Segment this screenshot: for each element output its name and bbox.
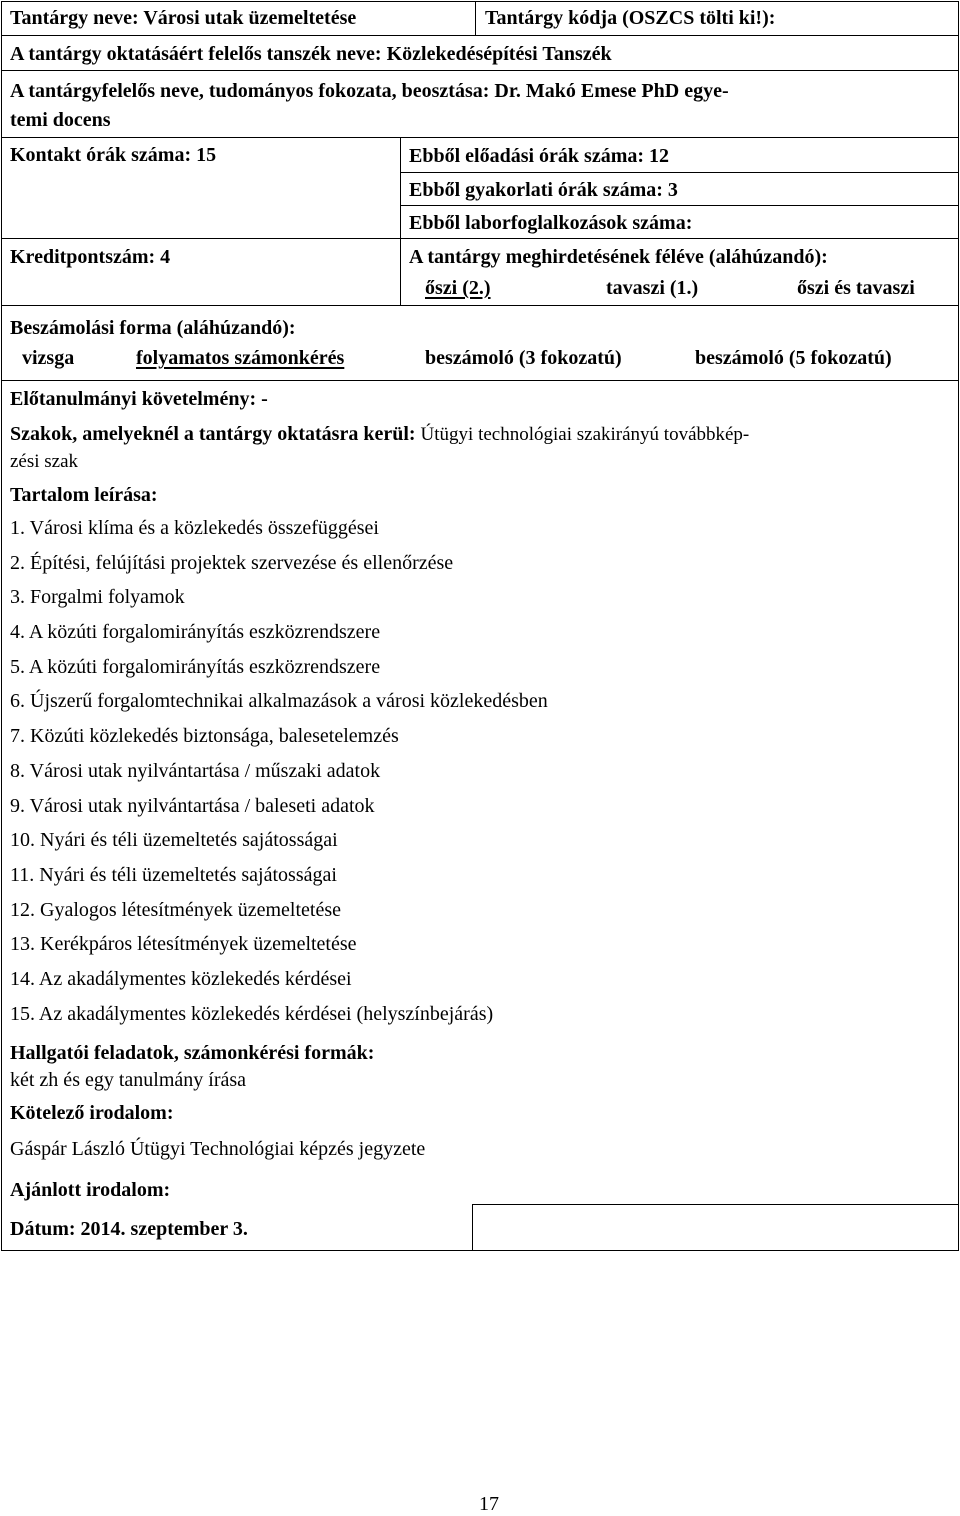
assessment-option-5-grade: beszámoló (5 fokozatú): [695, 347, 892, 369]
list-item: 5. A közúti forgalomirányítás eszközrendszere: [10, 655, 381, 678]
majors-value-line2: zési szak: [10, 451, 79, 472]
required-literature-value: Gáspár László Útügyi Technológiai képzés jegyzete: [10, 1138, 426, 1160]
date: Dátum: 2014. szeptember 3.: [10, 1218, 248, 1240]
assessment-option-3-grade: beszámoló (3 fokozatú): [425, 347, 622, 369]
list-item: 15. Az akadálymentes közlekedés kérdései (helyszínbejárás): [10, 1002, 494, 1025]
list-item: 2. Építési, felújítási projektek szervezése és ellenőrzése: [10, 551, 454, 574]
list-item: 13. Kerékpáros létesítmények üzemeltetése: [10, 933, 357, 956]
list-item: 8. Városi utak nyilvántartása / műszaki adatok: [10, 759, 381, 782]
assessment-option-exam: vizsga: [22, 347, 75, 369]
credits: Kreditpontszám: 4: [10, 246, 171, 268]
prerequisite: Előtanulmányi követelmény: -: [10, 388, 268, 410]
list-item: 1. Városi klíma és a közlekedés összefüggései: [10, 517, 379, 539]
majors-label: Szakok, amelyeknél a tantárgy oktatásra kerül:: [10, 423, 416, 445]
page-number: 17: [479, 1493, 499, 1515]
list-item: 3. Forgalmi folyamok: [10, 586, 185, 609]
majors-line1: [10, 424, 749, 444]
list-item: 4. A közúti forgalomirányítás eszközrendszere: [10, 621, 381, 644]
semester-label: A tantárgy meghirdetésének féléve (aláhúzandó):: [409, 246, 828, 268]
semester-option-both: őszi és tavaszi: [797, 277, 915, 299]
required-literature-label: Kötelező irodalom:: [10, 1102, 174, 1124]
subject-code: Tantárgy kódja (OSZCS tölti ki!):: [485, 7, 776, 29]
tasks-label: Hallgatói feladatok, számonkérési formák:: [10, 1042, 375, 1064]
recommended-literature-label: Ajánlott irodalom:: [10, 1179, 171, 1201]
list-item: 10. Nyári és téli üzemeltetés sajátosságai: [10, 829, 338, 852]
assessment-label: Beszámolási forma (aláhúzandó):: [10, 317, 296, 339]
tasks-value: két zh és egy tanulmány írása: [10, 1069, 247, 1091]
majors-value-line1: Útügyi technológiai szakirányú továbbkép-: [420, 424, 750, 445]
list-item: 7. Közúti közlekedés biztonsága, balesetelemzés: [10, 725, 399, 748]
content-label: Tartalom leírása:: [10, 484, 158, 506]
responsible-line2: temi docens: [10, 109, 111, 131]
semester-option-spring: tavaszi (1.): [606, 277, 699, 299]
subject-name: Tantárgy neve: Városi utak üzemeltetése: [10, 7, 357, 29]
practice-hours: Ebből gyakorlati órák száma: 3: [409, 179, 678, 201]
list-item: 11. Nyári és téli üzemeltetés sajátosságai: [10, 863, 337, 886]
list-item: 12. Gyalogos létesítmények üzemeltetése: [10, 898, 342, 921]
list-item: 9. Városi utak nyilvántartása / baleseti adatok: [10, 794, 375, 817]
department: A tantárgy oktatásáért felelős tanszék neve: Közlekedésépítési Tanszék: [10, 43, 612, 65]
assessment-option-continuous: folyamatos számonkérés: [136, 347, 345, 369]
content-list: [10, 518, 548, 1038]
list-item: 6. Újszerű forgalomtechnikai alkalmazások a városi közlekedésben: [10, 690, 548, 713]
contact-hours: Kontakt órák száma: 15: [10, 144, 217, 166]
semester-option-autumn: őszi (2.): [425, 277, 491, 299]
lecture-hours: Ebből előadási órák száma: 12: [409, 145, 670, 167]
date-right-cell: [472, 1204, 959, 1251]
responsible-line1: A tantárgyfelelős neve, tudományos fokozata, beosztása: Dr. Makó Emese PhD egye-: [10, 80, 729, 102]
lab-hours: Ebből laborfoglalkozások száma:: [409, 212, 693, 234]
list-item: 14. Az akadálymentes közlekedés kérdései: [10, 967, 352, 990]
